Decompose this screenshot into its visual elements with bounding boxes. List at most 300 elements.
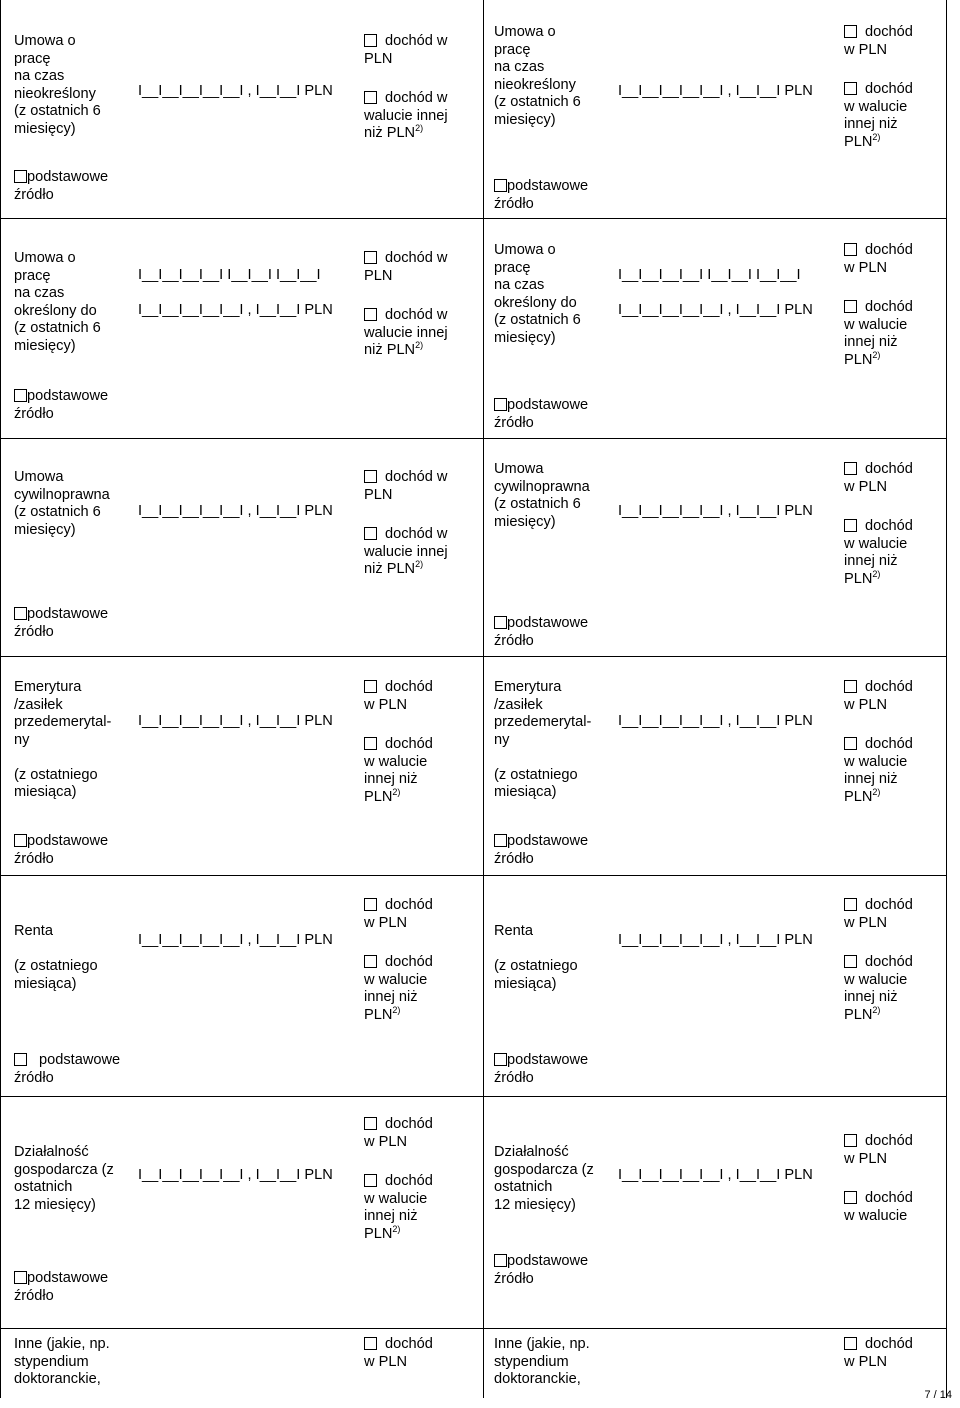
income-type-label-line bbox=[14, 941, 98, 959]
currency-option-text: w PLN bbox=[844, 914, 887, 931]
row-separator bbox=[0, 218, 946, 219]
primary-source-text: podstawowe bbox=[39, 1052, 121, 1068]
checkbox[interactable] bbox=[844, 243, 857, 256]
income-type-label-line: (z ostatnich 6 bbox=[14, 320, 101, 336]
income-type-label-line: pracę bbox=[14, 267, 51, 284]
currency-option-line bbox=[364, 469, 448, 487]
income-foreign-currency-option[interactable] bbox=[364, 526, 448, 579]
checkbox[interactable] bbox=[364, 34, 377, 47]
currency-option-line bbox=[844, 131, 913, 152]
income-pln-option[interactable] bbox=[844, 242, 913, 277]
currency-option-text: dochód bbox=[865, 897, 913, 913]
income-pln-option[interactable] bbox=[844, 461, 913, 496]
checkbox[interactable] bbox=[364, 470, 377, 483]
primary-source-line bbox=[494, 615, 588, 633]
checkbox[interactable] bbox=[494, 1254, 507, 1267]
income-type-label-line: Renta bbox=[14, 923, 53, 939]
primary-source-line: źródło bbox=[14, 850, 54, 867]
income-pln-option[interactable] bbox=[364, 469, 448, 504]
primary-source-text: podstawowe bbox=[507, 833, 589, 849]
primary-source-option[interactable] bbox=[14, 169, 108, 204]
income-type-label-line: pracę bbox=[14, 50, 51, 67]
currency-option-line bbox=[364, 786, 433, 807]
income-type-label-line: ostatnich bbox=[14, 1179, 73, 1195]
income-type-label-line: przedemerytal- bbox=[14, 714, 112, 730]
primary-source-option[interactable] bbox=[494, 833, 588, 868]
currency-option-line bbox=[364, 1191, 433, 1209]
income-type-label-line: (z ostatniego bbox=[14, 958, 98, 974]
currency-option-line bbox=[364, 544, 448, 562]
checkbox[interactable] bbox=[494, 179, 507, 192]
currency-option-text: w walucie bbox=[844, 1207, 908, 1224]
currency-option-line bbox=[364, 125, 448, 143]
primary-source-option[interactable] bbox=[14, 833, 108, 868]
currency-option-line bbox=[364, 897, 433, 915]
currency-option-line bbox=[364, 1004, 433, 1025]
currency-option-text: dochód bbox=[385, 679, 433, 695]
currency-option-text: niż PLN bbox=[364, 342, 416, 358]
primary-source-line: źródło bbox=[14, 1287, 54, 1304]
currency-option-text: dochód bbox=[865, 736, 913, 752]
checkbox[interactable] bbox=[364, 898, 377, 911]
currency-option-text: PLN bbox=[364, 486, 393, 503]
primary-source-text: podstawowe bbox=[507, 1253, 589, 1269]
income-type-label-line: określony do bbox=[14, 302, 97, 319]
checkbox[interactable] bbox=[14, 170, 27, 183]
currency-option-text: dochód w bbox=[385, 33, 448, 49]
income-type-label-line: na czas bbox=[494, 277, 545, 293]
row-separator bbox=[0, 875, 946, 876]
currency-option-text: dochód bbox=[385, 736, 433, 752]
income-pln-option[interactable] bbox=[364, 679, 433, 714]
currency-option-line bbox=[844, 242, 913, 260]
checkbox[interactable] bbox=[364, 955, 377, 968]
date-entry-field[interactable]: I__I__I__I__I I__I__I I__I__I bbox=[138, 267, 321, 283]
income-type-label bbox=[14, 1336, 110, 1389]
checkbox[interactable] bbox=[844, 462, 857, 475]
income-foreign-currency-option[interactable] bbox=[844, 954, 913, 1024]
amount-entry-field[interactable]: I__I__I__I__I__I , I__I__I PLN bbox=[138, 83, 333, 99]
income-type-label-line: Umowa o bbox=[14, 250, 76, 266]
footnote-marker: 2) bbox=[392, 786, 401, 797]
date-entry-field[interactable]: I__I__I__I__I I__I__I I__I__I bbox=[618, 267, 801, 283]
checkbox[interactable] bbox=[844, 680, 857, 693]
primary-source-line bbox=[14, 1270, 108, 1288]
income-type-label-line: miesiąca) bbox=[494, 975, 557, 992]
income-foreign-currency-option[interactable] bbox=[844, 1190, 913, 1225]
currency-option-text: dochód w bbox=[385, 526, 448, 542]
checkbox[interactable] bbox=[844, 737, 857, 750]
income-type-label bbox=[494, 1336, 590, 1389]
amount-entry-field[interactable]: I__I__I__I__I__I , I__I__I PLN bbox=[618, 713, 813, 729]
income-type-label-line: (z ostatnich 6 bbox=[14, 103, 101, 119]
currency-option-text: w PLN bbox=[364, 914, 407, 931]
footnote-marker: 2) bbox=[392, 1004, 401, 1015]
income-type-label-line: na czas bbox=[14, 285, 65, 301]
income-type-label-line: stypendium bbox=[494, 1353, 569, 1370]
checkbox[interactable] bbox=[844, 519, 857, 532]
income-pln-option[interactable] bbox=[844, 679, 913, 714]
currency-option-line bbox=[844, 1190, 913, 1208]
currency-option-line bbox=[364, 90, 448, 108]
footnote-marker: 2) bbox=[872, 1004, 881, 1015]
checkbox[interactable] bbox=[364, 680, 377, 693]
checkbox[interactable] bbox=[844, 955, 857, 968]
currency-option-text: PLN bbox=[844, 133, 873, 150]
amount-entry-field[interactable]: I__I__I__I__I__I , I__I__I PLN bbox=[618, 83, 813, 99]
checkbox[interactable] bbox=[364, 91, 377, 104]
currency-option-text: innej niż bbox=[844, 334, 898, 350]
primary-source-option[interactable] bbox=[494, 397, 588, 432]
currency-options bbox=[364, 1116, 433, 1243]
currency-option-text: innej niż bbox=[364, 989, 418, 1005]
primary-source-line bbox=[494, 397, 588, 415]
row-separator bbox=[0, 1096, 946, 1097]
income-pln-option[interactable] bbox=[364, 1116, 433, 1151]
checkbox[interactable] bbox=[844, 300, 857, 313]
income-type-label-line: miesiąca) bbox=[14, 784, 77, 800]
primary-source-line: źródło bbox=[494, 632, 534, 649]
currency-option-text: dochód bbox=[865, 461, 913, 477]
income-type-label-line: miesięcy) bbox=[14, 337, 76, 354]
income-type-label-line: Emerytura bbox=[494, 679, 562, 695]
currency-option-text: dochód bbox=[865, 1133, 913, 1149]
currency-option-line bbox=[364, 487, 448, 505]
income-type-label-line: Działalność bbox=[494, 1144, 569, 1160]
currency-option-line bbox=[844, 349, 913, 370]
currency-option-line bbox=[364, 954, 433, 972]
primary-source-line: źródło bbox=[494, 195, 534, 212]
currency-option-text: dochód bbox=[865, 299, 913, 315]
currency-option-line bbox=[364, 1223, 433, 1244]
currency-option-text: dochód w bbox=[385, 307, 448, 323]
currency-option-text: dochód bbox=[865, 1190, 913, 1206]
income-pln-option[interactable] bbox=[364, 897, 433, 932]
currency-option-line bbox=[844, 1208, 913, 1226]
currency-option-text: dochód bbox=[865, 81, 913, 97]
primary-source-option[interactable] bbox=[14, 1052, 120, 1087]
currency-option-line bbox=[844, 81, 913, 99]
currency-option-text: w PLN bbox=[844, 1353, 887, 1370]
currency-option-text: innej niż bbox=[844, 553, 898, 569]
currency-option-line bbox=[364, 1173, 433, 1191]
primary-source-line bbox=[494, 1253, 588, 1271]
amount-entry-field[interactable]: I__I__I__I__I__I , I__I__I PLN bbox=[138, 713, 333, 729]
row-separator bbox=[0, 1328, 946, 1329]
currency-option-text: PLN bbox=[844, 788, 873, 805]
currency-option-line bbox=[844, 954, 913, 972]
currency-option-text: PLN bbox=[364, 1006, 393, 1023]
primary-source-text: podstawowe bbox=[507, 1052, 589, 1068]
checkbox[interactable] bbox=[14, 607, 27, 620]
currency-option-text: dochód w bbox=[385, 469, 448, 485]
checkbox[interactable] bbox=[14, 1053, 27, 1066]
currency-option-line bbox=[364, 342, 448, 360]
income-type-label-line: miesiąca) bbox=[494, 784, 557, 800]
currency-option-line bbox=[844, 915, 913, 933]
primary-source-text: podstawowe bbox=[507, 397, 589, 413]
currency-option-text: innej niż bbox=[844, 989, 898, 1005]
income-type-label-line: ny bbox=[494, 731, 510, 748]
income-type-label-line: (z ostatniego bbox=[494, 958, 578, 974]
currency-options bbox=[364, 33, 448, 143]
primary-source-line bbox=[494, 178, 588, 196]
currency-option-line bbox=[364, 307, 448, 325]
income-foreign-currency-option[interactable] bbox=[364, 1173, 433, 1243]
income-type-label-line: (z ostatniego bbox=[14, 766, 98, 783]
currency-option-text: niż PLN bbox=[364, 125, 416, 141]
checkbox[interactable] bbox=[364, 1337, 377, 1350]
income-type-label-line: doktoranckie, bbox=[14, 1371, 101, 1387]
currency-options bbox=[844, 1336, 913, 1371]
primary-source-option[interactable] bbox=[494, 1052, 588, 1087]
income-foreign-currency-option[interactable] bbox=[364, 954, 433, 1024]
primary-source-line: źródło bbox=[494, 1270, 534, 1287]
income-pln-option[interactable] bbox=[364, 1336, 433, 1371]
income-type-label-line: miesięcy) bbox=[14, 120, 76, 137]
currency-option-text: dochód bbox=[865, 518, 913, 534]
page-number: 7 / 14 bbox=[924, 1388, 952, 1401]
amount-entry-field[interactable]: I__I__I__I__I__I , I__I__I PLN bbox=[618, 932, 813, 948]
currency-option-line bbox=[844, 24, 913, 42]
primary-source-line bbox=[14, 606, 108, 624]
currency-option-text: w PLN bbox=[364, 696, 407, 713]
income-type-label-line: (z ostatnich 6 bbox=[494, 94, 581, 110]
primary-source-option[interactable] bbox=[494, 178, 588, 213]
primary-source-line: źródło bbox=[14, 623, 54, 640]
primary-source-line bbox=[14, 833, 108, 851]
income-type-label-line: gospodarcza (z bbox=[494, 1161, 594, 1178]
amount-entry-field[interactable]: I__I__I__I__I__I , I__I__I PLN bbox=[138, 302, 333, 318]
income-type-label-line: nieokreślony bbox=[14, 85, 96, 102]
currency-options bbox=[844, 897, 913, 1024]
checkbox[interactable] bbox=[844, 1191, 857, 1204]
checkbox[interactable] bbox=[844, 82, 857, 95]
footnote-marker: 2) bbox=[872, 349, 881, 360]
currency-option-text: niż PLN bbox=[364, 561, 416, 577]
income-pln-option[interactable] bbox=[364, 250, 448, 285]
income-foreign-currency-option[interactable] bbox=[364, 736, 433, 806]
currency-option-line bbox=[364, 915, 433, 933]
income-pln-option[interactable] bbox=[844, 1133, 913, 1168]
income-type-label-line: na czas bbox=[494, 59, 545, 75]
currency-option-text: dochód w bbox=[385, 250, 448, 266]
currency-option-line bbox=[364, 33, 448, 51]
currency-option-text: dochód bbox=[385, 1116, 433, 1132]
income-foreign-currency-option[interactable] bbox=[844, 81, 913, 151]
currency-option-line bbox=[364, 561, 448, 579]
currency-options bbox=[844, 24, 913, 151]
amount-entry-field[interactable]: I__I__I__I__I__I , I__I__I PLN bbox=[138, 932, 333, 948]
income-pln-option[interactable] bbox=[844, 24, 913, 59]
income-type-label-line: /zasiłek bbox=[14, 696, 63, 713]
checkbox[interactable] bbox=[364, 1117, 377, 1130]
currency-option-text: w PLN bbox=[844, 478, 887, 495]
currency-option-text: w PLN bbox=[364, 1133, 407, 1150]
footnote-marker: 2) bbox=[415, 340, 424, 350]
income-type-label-line bbox=[494, 749, 591, 767]
income-foreign-currency-option[interactable] bbox=[844, 736, 913, 806]
currency-option-text: w walucie bbox=[844, 753, 908, 770]
currency-option-line bbox=[844, 736, 913, 754]
income-type-label bbox=[494, 1144, 594, 1214]
primary-source-text: podstawowe bbox=[507, 178, 589, 194]
currency-option-line bbox=[364, 1336, 433, 1354]
checkbox[interactable] bbox=[364, 1174, 377, 1187]
income-type-label bbox=[494, 679, 591, 802]
primary-source-line bbox=[14, 1052, 120, 1070]
income-pln-option[interactable] bbox=[844, 1336, 913, 1371]
income-type-label-line: ostatnich bbox=[494, 1179, 553, 1195]
currency-option-text: w PLN bbox=[844, 259, 887, 276]
amount-entry-field[interactable]: I__I__I__I__I__I , I__I__I PLN bbox=[618, 503, 813, 519]
primary-source-line bbox=[494, 833, 588, 851]
income-type-label-line: cywilnoprawna bbox=[14, 486, 110, 503]
primary-source-option[interactable] bbox=[14, 1270, 108, 1305]
currency-option-line bbox=[844, 317, 913, 335]
checkbox[interactable] bbox=[844, 1337, 857, 1350]
currency-option-line bbox=[844, 1336, 913, 1354]
currency-option-line bbox=[844, 1133, 913, 1151]
currency-option-text: walucie innej bbox=[364, 324, 448, 341]
income-pln-option[interactable] bbox=[364, 33, 448, 68]
currency-option-text: dochód w bbox=[385, 90, 448, 106]
primary-source-option[interactable] bbox=[14, 606, 108, 641]
income-type-label-line: miesiąca) bbox=[14, 975, 77, 992]
footnote-marker: 2) bbox=[872, 131, 881, 142]
checkbox[interactable] bbox=[14, 834, 27, 847]
footnote-marker: 2) bbox=[872, 786, 881, 797]
income-foreign-currency-option[interactable] bbox=[364, 90, 448, 143]
income-type-label-line: (z ostatnich 6 bbox=[494, 496, 581, 512]
amount-entry-field[interactable]: I__I__I__I__I__I , I__I__I PLN bbox=[138, 1167, 333, 1183]
currency-option-line bbox=[364, 250, 448, 268]
primary-source-option[interactable] bbox=[494, 1253, 588, 1288]
income-type-label-line: stypendium bbox=[14, 1353, 89, 1370]
footnote-marker: 2) bbox=[392, 1223, 401, 1234]
currency-option-line bbox=[844, 1354, 913, 1372]
checkbox[interactable] bbox=[14, 389, 27, 402]
currency-option-text: dochód bbox=[385, 1336, 433, 1352]
amount-entry-field[interactable]: I__I__I__I__I__I , I__I__I PLN bbox=[618, 302, 813, 318]
income-type-label-line: ny bbox=[14, 731, 30, 748]
checkbox[interactable] bbox=[494, 1053, 507, 1066]
currency-options bbox=[364, 897, 433, 1024]
checkbox[interactable] bbox=[494, 616, 507, 629]
primary-source-line: źródło bbox=[494, 850, 534, 867]
primary-source-line bbox=[14, 388, 108, 406]
checkbox[interactable] bbox=[494, 834, 507, 847]
currency-options bbox=[844, 679, 913, 806]
currency-option-line bbox=[844, 99, 913, 117]
currency-option-text: PLN bbox=[844, 570, 873, 587]
currency-option-line bbox=[844, 479, 913, 497]
currency-option-text: PLN bbox=[364, 50, 393, 67]
currency-option-line bbox=[844, 697, 913, 715]
currency-option-text: w PLN bbox=[364, 1353, 407, 1370]
currency-options bbox=[364, 469, 448, 579]
primary-source-line: źródło bbox=[14, 405, 54, 422]
checkbox[interactable] bbox=[844, 1134, 857, 1147]
currency-option-line bbox=[364, 108, 448, 126]
currency-option-line bbox=[844, 568, 913, 589]
checkbox[interactable] bbox=[364, 308, 377, 321]
income-type-label bbox=[14, 923, 98, 993]
income-type-label bbox=[494, 923, 578, 993]
income-foreign-currency-option[interactable] bbox=[844, 299, 913, 369]
currency-option-text: w PLN bbox=[844, 41, 887, 58]
checkbox[interactable] bbox=[844, 25, 857, 38]
amount-entry-field[interactable]: I__I__I__I__I__I , I__I__I PLN bbox=[618, 1167, 813, 1183]
income-type-label-line: Umowa bbox=[14, 469, 64, 485]
checkbox[interactable] bbox=[364, 251, 377, 264]
currency-option-text: innej niż bbox=[364, 771, 418, 787]
income-type-label-line bbox=[14, 749, 111, 767]
income-type-label-line: (z ostatniego bbox=[494, 766, 578, 783]
income-type-label bbox=[494, 461, 590, 531]
income-pln-option[interactable] bbox=[844, 897, 913, 932]
currency-option-line bbox=[844, 536, 913, 554]
currency-option-text: dochód bbox=[385, 897, 433, 913]
currency-option-line bbox=[844, 754, 913, 772]
income-type-label-line: przedemerytal- bbox=[494, 714, 592, 730]
currency-option-line bbox=[364, 1116, 433, 1134]
currency-option-line bbox=[844, 42, 913, 60]
income-type-label bbox=[14, 33, 101, 138]
income-foreign-currency-option[interactable] bbox=[364, 307, 448, 360]
primary-source-option[interactable] bbox=[14, 388, 108, 423]
currency-option-line bbox=[364, 526, 448, 544]
income-type-label-line: Umowa o bbox=[494, 242, 556, 258]
income-type-label-line: gospodarcza (z bbox=[14, 1161, 114, 1178]
income-type-label bbox=[494, 24, 581, 129]
currency-option-line bbox=[364, 754, 433, 772]
income-type-label-line: /zasiłek bbox=[494, 696, 543, 713]
checkbox[interactable] bbox=[494, 398, 507, 411]
checkbox[interactable] bbox=[14, 1271, 27, 1284]
currency-option-text: w walucie bbox=[844, 971, 908, 988]
currency-option-line bbox=[844, 897, 913, 915]
currency-option-text: innej niż bbox=[364, 1208, 418, 1224]
checkbox[interactable] bbox=[364, 737, 377, 750]
checkbox[interactable] bbox=[844, 898, 857, 911]
primary-source-option[interactable] bbox=[494, 615, 588, 650]
currency-option-line bbox=[364, 697, 433, 715]
currency-options bbox=[844, 461, 913, 588]
currency-option-line bbox=[844, 518, 913, 536]
currency-option-text: dochód bbox=[865, 1336, 913, 1352]
income-type-label-line: Inne (jakie, np. bbox=[494, 1336, 590, 1352]
income-type-label-line: pracę bbox=[494, 259, 531, 276]
amount-entry-field[interactable]: I__I__I__I__I__I , I__I__I PLN bbox=[138, 503, 333, 519]
checkbox[interactable] bbox=[364, 527, 377, 540]
income-type-label-line: Renta bbox=[494, 923, 533, 939]
primary-source-line: źródło bbox=[14, 1069, 54, 1086]
income-type-label-line: nieokreślony bbox=[494, 76, 576, 93]
currency-option-text: dochód bbox=[385, 954, 433, 970]
currency-options bbox=[844, 242, 913, 369]
income-type-label-line: określony do bbox=[494, 294, 577, 311]
currency-option-text: dochód bbox=[865, 679, 913, 695]
currency-options bbox=[364, 1336, 433, 1371]
primary-source-line: źródło bbox=[14, 186, 54, 203]
income-type-label-line: na czas bbox=[14, 68, 65, 84]
income-type-label-line: cywilnoprawna bbox=[494, 478, 590, 495]
income-type-label-line: Działalność bbox=[14, 1144, 89, 1160]
income-type-label-line: Umowa o bbox=[14, 33, 76, 49]
footnote-marker: 2) bbox=[872, 568, 881, 579]
income-foreign-currency-option[interactable] bbox=[844, 518, 913, 588]
